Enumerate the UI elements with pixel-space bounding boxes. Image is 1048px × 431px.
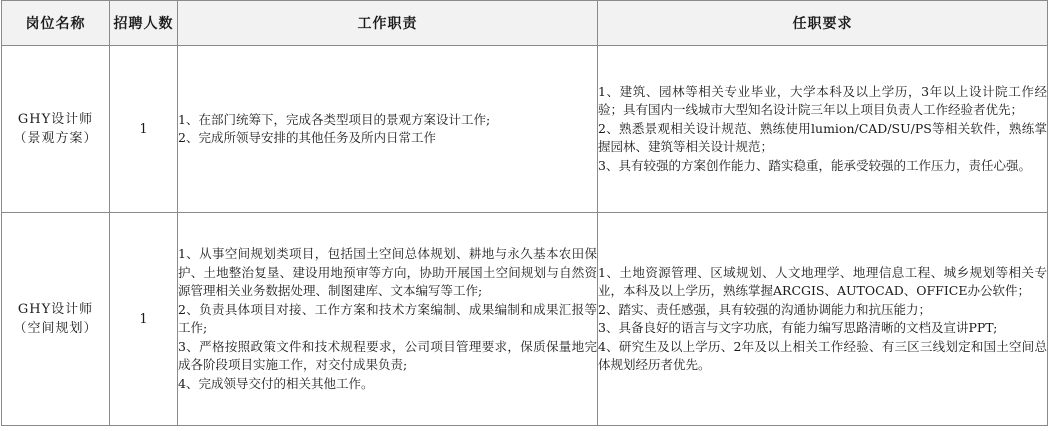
- count-cell: 1: [110, 46, 178, 213]
- header-row: [2, 1, 1048, 46]
- requirement-item: 2、踏实、责任感强，具有较强的沟通协调能力和抗压能力；: [598, 301, 931, 317]
- position-title: GHY设计师: [17, 302, 94, 317]
- header-count: 招聘人数: [110, 1, 178, 46]
- requirements-cell: [598, 46, 1048, 213]
- position-cell: [2, 213, 110, 426]
- duties-cell: [178, 213, 598, 426]
- requirement-item: 3、具备良好的语言与文字功底，有能力编写思路清晰的文档及宣讲PPT;: [598, 320, 998, 335]
- requirement-item: 2、熟悉景观相关设计规范、熟练使用lumion/CAD/SU/PS等相关软件，熟练掌握园林、建筑等相关设计规范；: [598, 120, 1047, 155]
- position-title: GHY设计师: [17, 112, 94, 127]
- duties-cell: [178, 46, 598, 213]
- duty-item: 4、完成领导交付的相关其他工作。: [178, 375, 374, 391]
- count-cell: 1: [110, 213, 178, 426]
- duty-item: 1、在部门统筹下，完成各类型项目的景观方案设计工作;: [178, 111, 491, 127]
- requirement-item: 4、研究生及以上学历、2年及以上相关工作经验、有三区三线划定和国土空间总体规划经历者优先。: [598, 338, 1047, 372]
- header-duties: 工作职责: [178, 1, 598, 46]
- requirement-item: 3、具有较强的方案创作能力、踏实稳重，能承受较强的工作压力，责任心强。: [598, 157, 1031, 173]
- requirements-cell: [598, 213, 1048, 426]
- position-cell: [2, 46, 110, 213]
- position-subtitle: （空间规划）: [13, 321, 98, 336]
- duty-item: 2、负责具体项目对接、工作方案和技术方案编制、成果编制和成果汇报等工作;: [178, 301, 597, 335]
- header-position: 岗位名称: [2, 1, 110, 46]
- position-subtitle: （景观方案）: [13, 131, 98, 146]
- header-requirements: 任职要求: [598, 1, 1048, 46]
- job-table: [1, 0, 1048, 426]
- duty-item: 2、完成所领导安排的其他任务及所内日常工作: [178, 130, 436, 145]
- duty-item: 3、严格按照政策文件和技术规程要求，公司项目管理要求，保质保量地完成各阶段项目实施工作，对交付成果负责;: [178, 338, 597, 372]
- duty-item: 1、从事空间规划类项目，包括国土空间总体规划、耕地与永久基本农田保护、土地整治复垦、建设用地预审等方向，协助开展国土空间规划与自然资源管理相关业务数据处理、制图建库、文本编写等工作;: [178, 246, 597, 298]
- requirement-item: 1、土地资源管理、区域规划、人文地理学、地理信息工程、城乡规划等相关专业，本科及以上学历，熟练掌握ARCGIS、AUTOCAD、OFFICE办公软件；: [598, 264, 1047, 298]
- requirement-item: 1、建筑、园林等相关专业毕业，大学本科及以上学历，3年以上设计院工作经验；具有国内一线城市大型知名设计院三年以上项目负责人工作经验者优先；: [598, 83, 1047, 118]
- table-row: [2, 213, 1048, 426]
- table-row: [2, 46, 1048, 213]
